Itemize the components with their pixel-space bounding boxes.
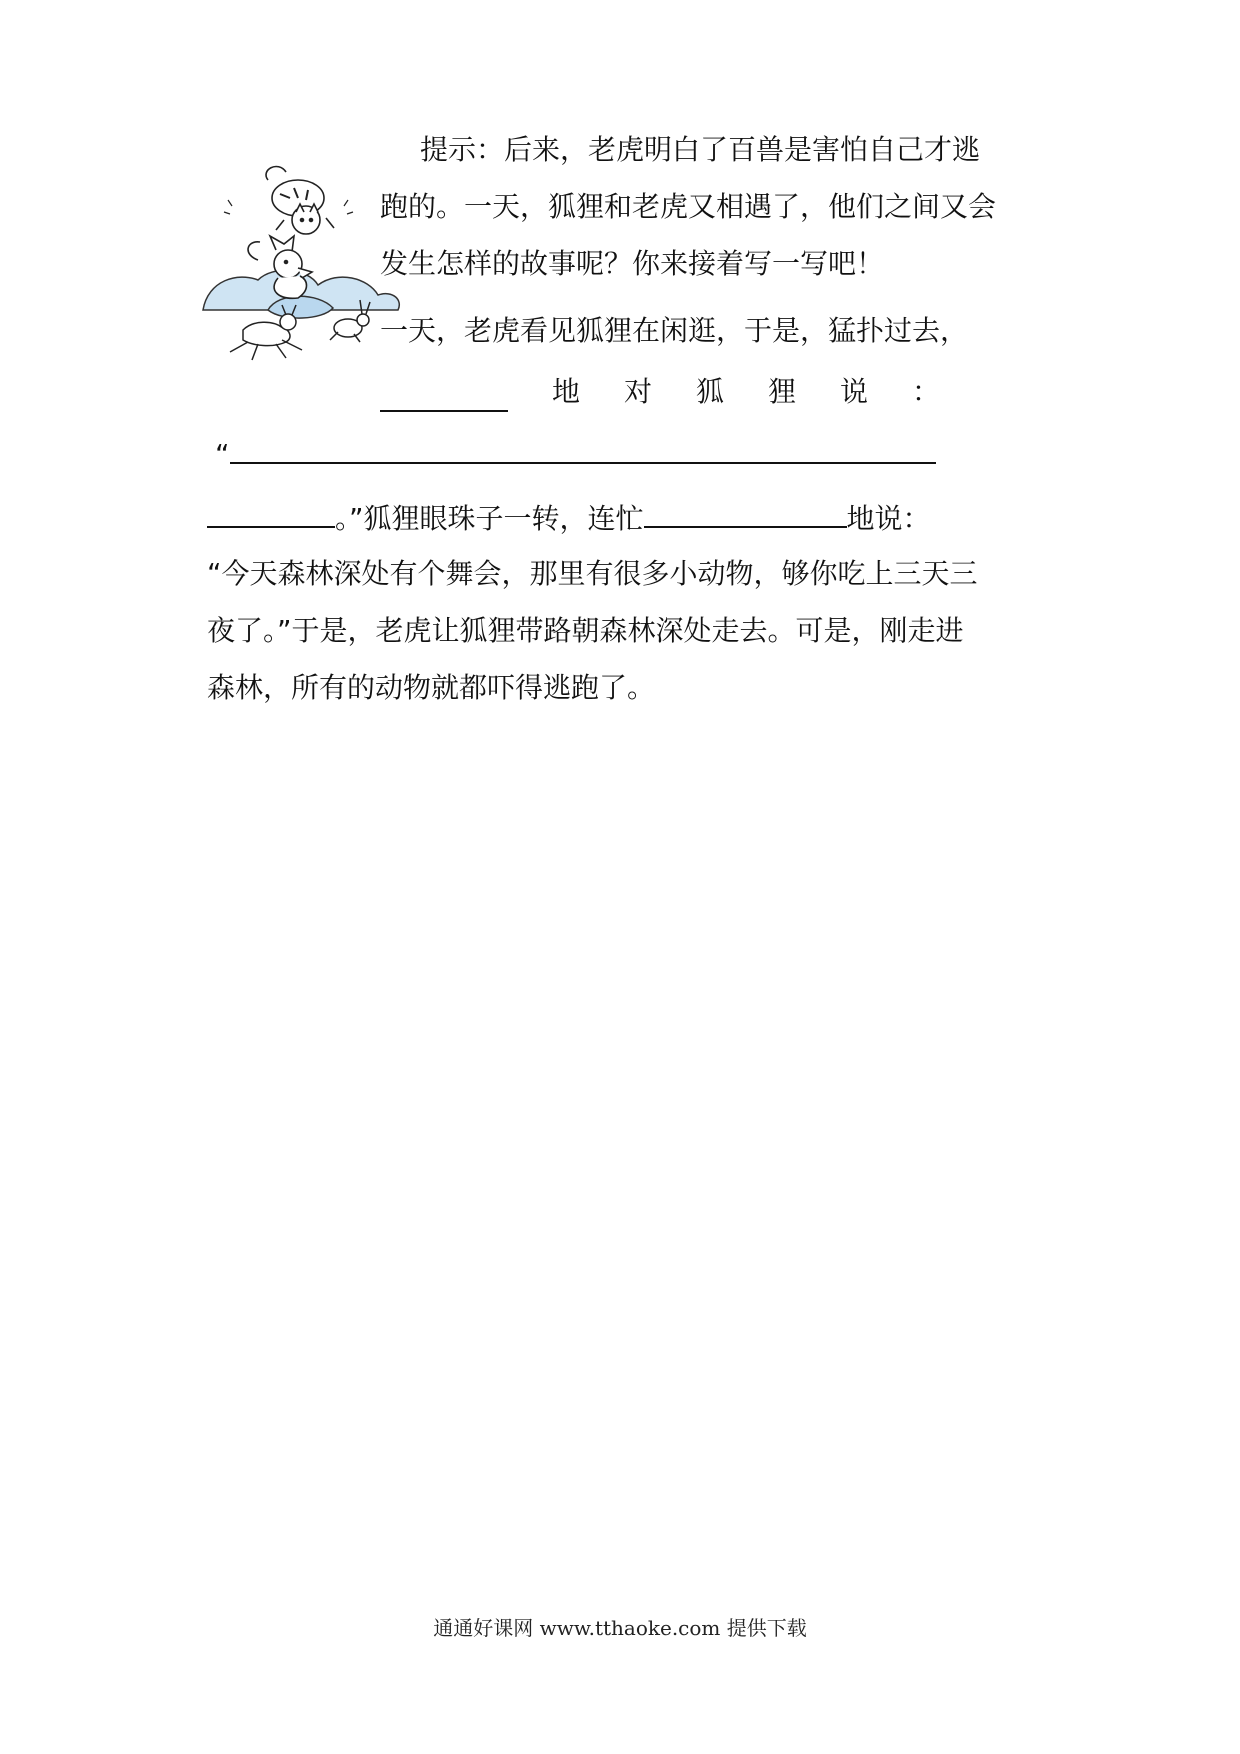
char-di: 地 xyxy=(551,375,580,408)
tiger-illustration xyxy=(224,167,353,234)
story-line-4 xyxy=(207,496,931,539)
hint-line-2: 跑的。一天，狐狸和老虎又相遇了，他们之间又会 xyxy=(380,190,997,223)
answer-blank-1[interactable] xyxy=(380,380,508,412)
footer-credit: 通通好课网 www.tthaoke.com 提供下载 xyxy=(433,1616,807,1640)
tiger-fox-illustration xyxy=(198,160,408,400)
answer-blank-2[interactable] xyxy=(230,432,936,464)
answer-blank-4[interactable] xyxy=(644,496,847,528)
char-dui: 对 xyxy=(623,375,652,408)
story-line-4-text: 。”狐狸眼珠子一转，连忙 xyxy=(335,502,644,535)
story-line-6: 夜了。”于是，老虎让狐狸带路朝森林深处走去。可是，刚走进 xyxy=(207,614,964,647)
story-line-2 xyxy=(380,372,940,412)
char-hu: 狐 xyxy=(695,375,724,408)
char-colon: ： xyxy=(911,375,940,408)
story-line-3 xyxy=(215,432,936,475)
story-line-5: “今天森林深处有个舞会，那里有很多小动物，够你吃上三天三 xyxy=(207,557,978,590)
hint-line-1: 提示：后来，老虎明白了百兽是害怕自己才逃 xyxy=(420,133,981,166)
open-quote: “ xyxy=(215,438,230,471)
hint-line-3: 发生怎样的故事呢？你来接着写一写吧！ xyxy=(380,247,885,280)
story-line-7: 森林，所有的动物就都吓得逃跑了。 xyxy=(207,671,656,704)
story-line-4-end: 地说： xyxy=(846,502,931,535)
story-line-1: 一天，老虎看见狐狸在闲逛，于是，猛扑过去， xyxy=(380,314,969,347)
char-shuo: 说 xyxy=(839,375,868,408)
char-li: 狸 xyxy=(767,375,796,408)
answer-blank-3[interactable] xyxy=(207,496,335,528)
